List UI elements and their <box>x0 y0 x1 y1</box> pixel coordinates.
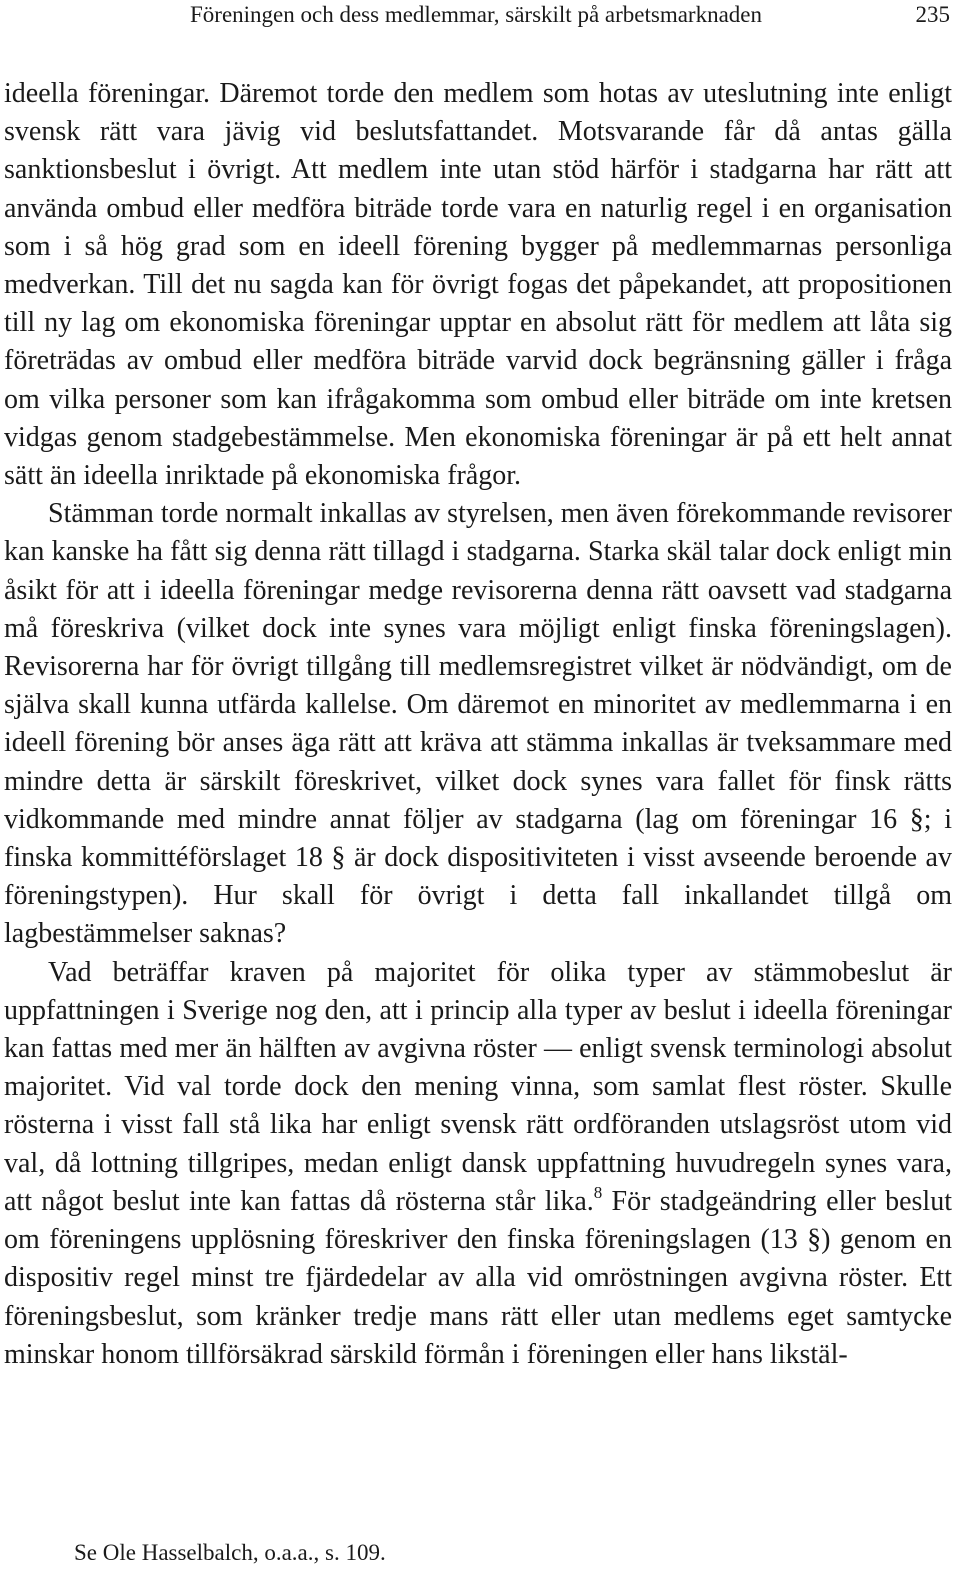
footnote-reference-mark: 8 <box>593 1182 603 1202</box>
body-text <box>4 75 952 1374</box>
page-number: 235 <box>915 2 950 27</box>
paragraph-3 <box>4 954 952 1374</box>
paragraph-3-text-after-note: För stadgeändring eller beslut om föreningens upplösning föreskriver den finska föreningslagen (13 §) genom en dispositiv regel minst tre fjärdedelar av alla vid omröstningen avgivna röster. Ett föreningsbeslut, som kränker tredje mans rätt eller utan medlems eget samtycke minskar honom tillförsäkrad särskild förmån i föreningen eller hans likstäl- <box>4 1185 952 1370</box>
paragraph-3-text-before-note: Vad beträffar kraven på majoritet för olika typer av stämmobeslut är uppfattningen i Sverige nog den, att i princip alla typer av beslut i ideella föreningar kan fattas med mer än hälften av avgivna röster — enligt svensk terminologi absolut majoritet. Vid val torde dock den mening vinna, som samlat flest röster. Skulle rösterna i visst fall stå lika har enligt svensk rätt ordföranden utslagsröst utom vid val, då lottning tillgripes, medan enligt dansk uppfattning huvudregeln synes vara, att något beslut inte kan fattas då rösterna står lika. <box>4 956 952 1217</box>
running-title: Föreningen och dess medlemmar, särskilt på arbetsmarknaden <box>190 2 762 27</box>
paragraph-2: Stämman torde normalt inkallas av styrelsen, men även förekommande revisorer kan kanske ha fått sig denna rätt tillagd i stadgarna. Starka skäl talar dock enligt min åsikt för att i ideella föreningar medge revisorerna denna rätt oavsett vad stadgarna må föreskriva (vilket dock inte synes vara möjligt enligt finska föreningslagen). Revisorerna har för övrigt tillgång till medlemsregistret vilket är nödvändigt, om de själva skall kunna utfärda kallelse. Om däremot en minoritet av medlemmarna i en ideell förening bör anses äga rätt att kräva att stämma inkallas är tveksammare med mindre detta är särskilt föreskrivet, vilket dock synes vara fallet för finsk rätts vidkommande med mindre annat följer av stadgarna (lag om föreningar 16 §; i finska kommittéförslaget 18 § är dock dispositiviteten i visst avseende beroende av föreningstypen). Hur skall för övrigt i detta fall inkallandet tillgå om lagbestämmelser saknas? <box>4 498 952 950</box>
paragraph-1: ideella föreningar. Däremot torde den medlem som hotas av uteslutning inte enligt svensk rätt vara jävig vid beslutsfattandet. Motsvarande får då antas gälla sanktionsbeslut i övrigt. Att medlem inte utan stöd härför i stadgarna har rätt att använda ombud eller medföra biträde torde vara en naturlig regel i en organisation som i så hög grad som en ideell förening bygger på medlemmarnas personliga medverkan. Till det nu sagda kan för övrigt fogas det påpekandet, att propositionen till ny lag om ekonomiska föreningar upptar en absolut rätt för medlem att låta sig företrädas av ombud eller medföra biträde varvid dock begränsning gäller i fråga om vilka personer som kan ifrågakomma som ombud eller biträde om inte kretsen vidgas genom stadgebestämmelse. Men ekonomiska föreningar är på ett helt annat sätt än ideella inriktade på ekonomiska frågor. <box>4 78 952 492</box>
running-header <box>190 0 950 30</box>
footnote: Se Ole Hasselbalch, o.a.a., s. 109. <box>74 1540 386 1565</box>
